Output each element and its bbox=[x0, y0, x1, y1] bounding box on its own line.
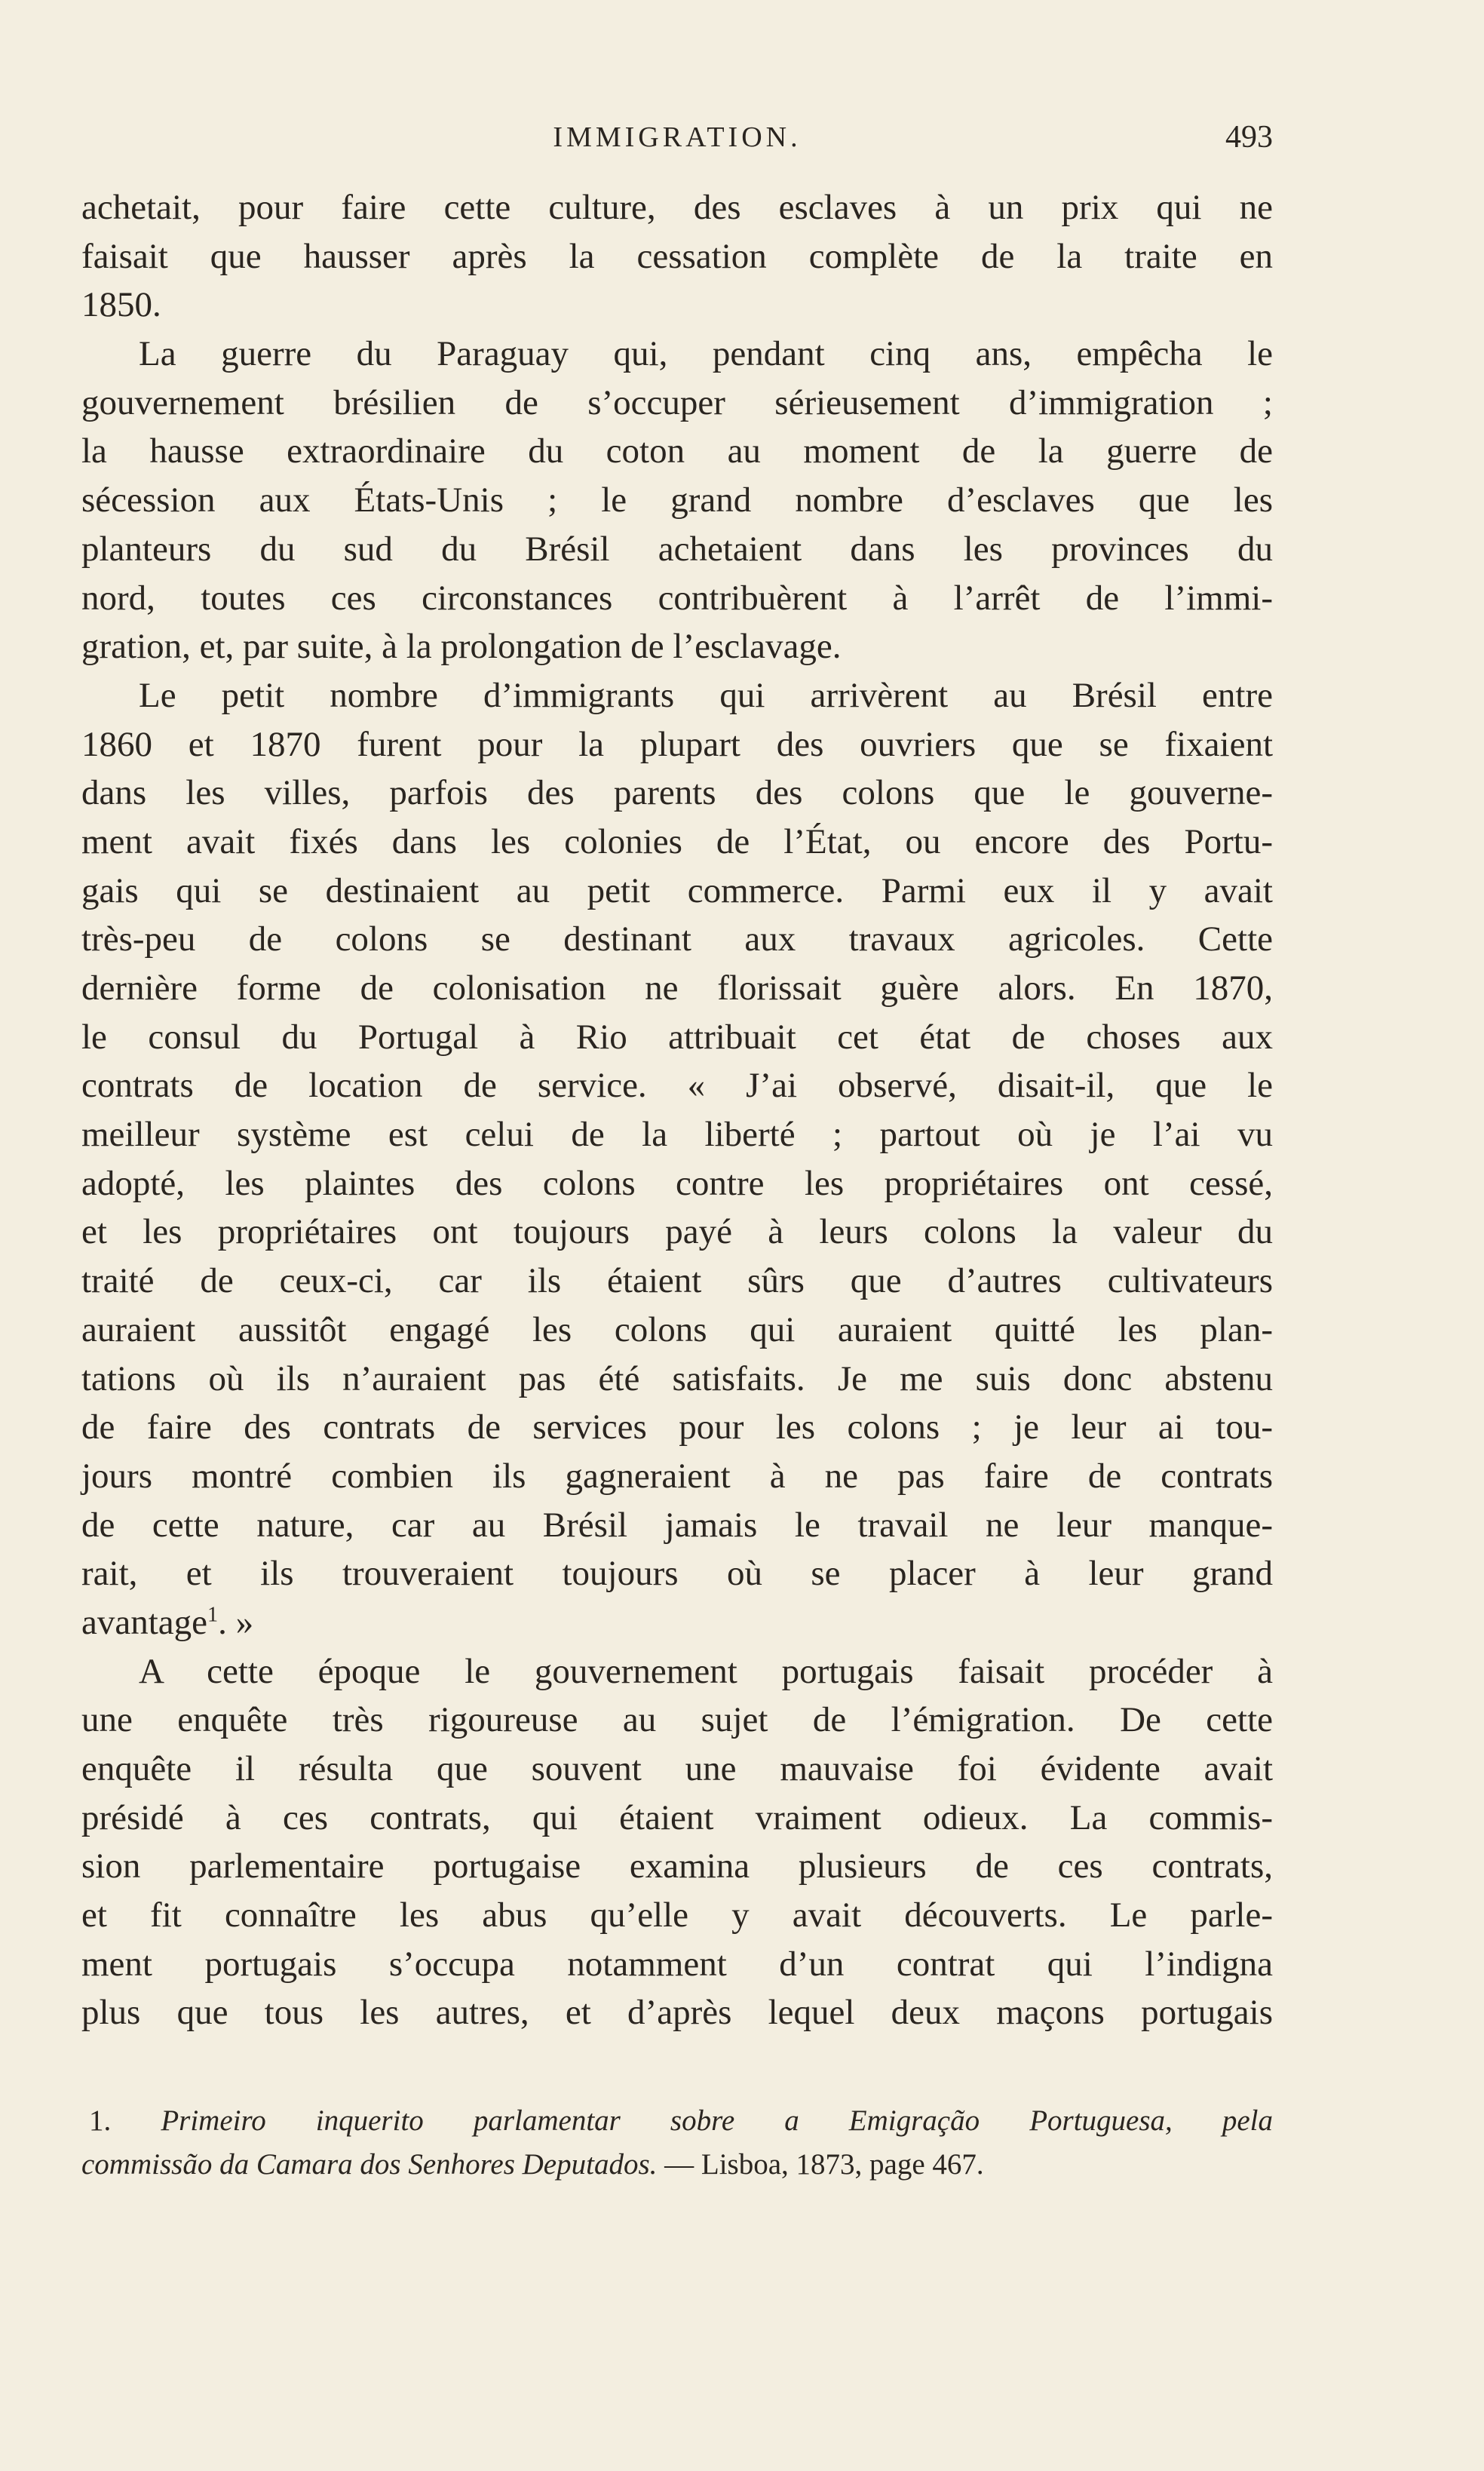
text-line: et les propriétaires ont toujours payé à leurs colons la valeur du bbox=[81, 1212, 1273, 1252]
text-line: A cette époque le gouvernement portugais faisait procéder à bbox=[139, 1651, 1273, 1691]
text-line: achetait, pour faire cette culture, des esclaves à un prix qui ne bbox=[81, 188, 1273, 227]
footnote-line bbox=[81, 2143, 1273, 2187]
text-line: 1860 et 1870 furent pour la plupart des ouvriers que se fixaient bbox=[81, 724, 1273, 764]
text-line: et fit connaître les abus qu’elle y avait découverts. Le parle- bbox=[81, 1895, 1273, 1935]
text-line: jours montré combien ils gagneraient à ne pas faire de contrats bbox=[81, 1456, 1273, 1496]
text-line: ment avait fixés dans les colonies de l’État, ou encore des Portu- bbox=[81, 821, 1273, 861]
text-line: ment portugais s’occupa notamment d’un contrat qui l’indigna bbox=[81, 1944, 1273, 1984]
text-line: 1850. bbox=[81, 285, 161, 325]
text-line: La guerre du Paraguay qui, pendant cinq ans, empêcha le bbox=[139, 334, 1273, 374]
footnote-title: commissão da Camara dos Senhores Deputados. bbox=[81, 2148, 658, 2181]
running-title: IMMIGRATION. bbox=[553, 121, 802, 153]
text-line: rait, et ils trouveraient toujours où se placer à leur grand bbox=[81, 1554, 1273, 1594]
text-line: tations où ils n’auraient pas été satisfaits. Je me suis donc abstenu bbox=[81, 1358, 1273, 1398]
text-line: de faire des contrats de services pour les colons ; je leur ai tou- bbox=[81, 1407, 1273, 1447]
text-line: planteurs du sud du Brésil achetaient dans les provinces du bbox=[81, 529, 1273, 569]
text-line: contrats de location de service. « J’ai observé, disait-il, que le bbox=[81, 1066, 1273, 1106]
text-line: auraient aussitôt engagé les colons qui auraient quitté les plan- bbox=[81, 1309, 1273, 1349]
text-line: le consul du Portugal à Rio attribuait cet état de choses aux bbox=[81, 1017, 1273, 1057]
text-line: faisait que hausser après la cessation complète de la traite en bbox=[81, 236, 1273, 276]
text-line: très-peu de colons se destinant aux travaux agricoles. Cette bbox=[81, 919, 1273, 959]
text-line: sion parlementaire portugaise examina plusieurs de ces contrats, bbox=[81, 1846, 1273, 1886]
text-line: dernière forme de colonisation ne florissait guère alors. En 1870, bbox=[81, 968, 1273, 1008]
text-fragment: avantage bbox=[81, 1602, 208, 1642]
running-head bbox=[81, 119, 1273, 164]
footnote-reference: 1 bbox=[207, 1603, 219, 1627]
text-line: gouvernement brésilien de s’occuper sérieusement d’immigration ; bbox=[81, 382, 1273, 422]
body-text bbox=[81, 183, 1273, 2037]
text-line: Le petit nombre d’immigrants qui arrivèrent au Brésil entre bbox=[139, 675, 1273, 715]
quote-close: . » bbox=[218, 1602, 254, 1642]
text-line: meilleur système est celui de la liberté ; partout où je l’ai vu bbox=[81, 1115, 1273, 1155]
footnote-number: 1. bbox=[89, 2104, 112, 2137]
text-line: sécession aux États-Unis ; le grand nombre d’esclaves que les bbox=[81, 480, 1273, 520]
footnote-title: Primeiro inquerito parlamentar sobre a Emigração Portuguesa, pela bbox=[161, 2104, 1273, 2137]
text-line: gais qui se destinaient au petit commerce. Parmi eux il y avait bbox=[81, 870, 1273, 910]
footnote-line bbox=[81, 2099, 1273, 2143]
text-line: de cette nature, car au Brésil jamais le travail ne leur manque- bbox=[81, 1505, 1273, 1545]
text-line: dans les villes, parfois des parents des colons que le gouverne- bbox=[81, 773, 1273, 813]
footnote bbox=[81, 2099, 1273, 2187]
text-line: la hausse extraordinaire du coton au moment de la guerre de bbox=[81, 431, 1273, 471]
text-line: nord, toutes ces circonstances contribuèrent à l’arrêt de l’immi- bbox=[81, 578, 1273, 618]
text-line: plus que tous les autres, et d’après lequel deux maçons portugais bbox=[81, 1993, 1273, 2033]
text-line: une enquête très rigoureuse au sujet de l’émigration. De cette bbox=[81, 1700, 1273, 1740]
footnote-source: — Lisboa, 1873, page 467. bbox=[657, 2148, 984, 2181]
text-line: gration, et, par suite, à la prolongation de l’esclavage. bbox=[81, 627, 842, 667]
text-line-quote-end bbox=[81, 1598, 1273, 1647]
text-line: adopté, les plaintes des colons contre les propriétaires ont cessé, bbox=[81, 1163, 1273, 1203]
text-line: présidé à ces contrats, qui étaient vraiment odieux. La commis- bbox=[81, 1797, 1273, 1837]
text-line: traité de ceux-ci, car ils étaient sûrs que d’autres cultivateurs bbox=[81, 1261, 1273, 1301]
page-number: 493 bbox=[1225, 120, 1273, 155]
text-line: enquête il résulta que souvent une mauvaise foi évidente avait bbox=[81, 1749, 1273, 1788]
